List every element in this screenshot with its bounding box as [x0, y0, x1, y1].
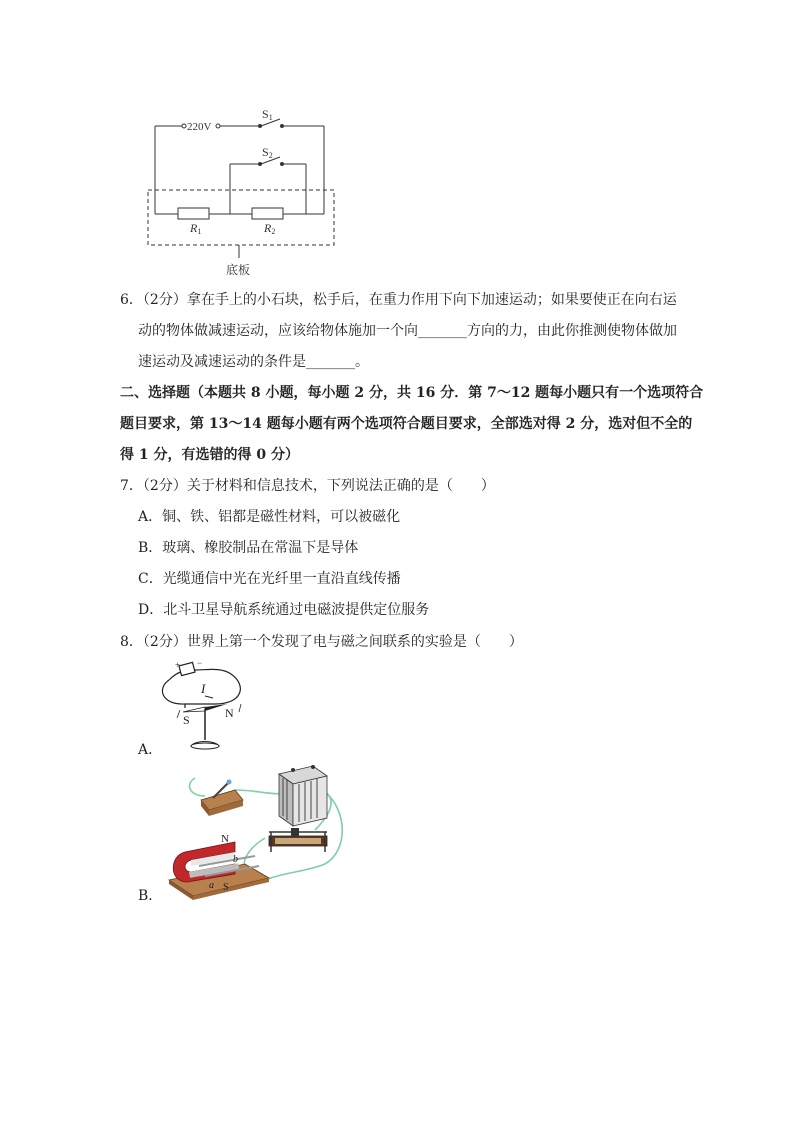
south-pole-label: S	[183, 713, 190, 727]
battery-minus: −	[197, 660, 203, 668]
q7-option-b: B．玻璃、橡胶制品在常温下是导体	[138, 540, 359, 556]
north-pole-label: N	[225, 706, 234, 720]
base-label: 底板	[226, 263, 251, 277]
q7-stem: 7．（2分）关于材料和信息技术，下列说法正确的是（ ）	[120, 478, 495, 494]
svg-text:S1	[262, 107, 273, 122]
s1-label: S	[262, 107, 269, 121]
r1-subscript: 1	[197, 227, 202, 236]
generator-experiment-figure	[165, 760, 355, 900]
q6-line3: 速运动及减速运动的条件是_______。	[138, 354, 369, 370]
s2-subscript: 2	[268, 151, 273, 160]
q7-option-a: A．铜、铁、铝都是磁性材料，可以被磁化	[138, 509, 401, 525]
magnet-south-label: S	[223, 882, 229, 893]
circuit-diagram	[140, 98, 350, 280]
q7-option-c: C．光缆通信中光在光纤里一直沿直线传播	[138, 571, 401, 587]
q6-line2: 动的物体做减速运动，应该给物体施加一个向_______方向的力，由此你推测使物体做加	[138, 323, 677, 339]
rod-a-label: a	[209, 880, 214, 891]
section2-line1: 二、选择题（本题共 8 小题，每小题 2 分，共 16 分．第 7～12 题每小题只有一个选项符合	[120, 385, 704, 401]
oersted-experiment-figure	[155, 660, 255, 755]
q6-line1: 6．（2分）拿在手上的小石块，松手后，在重力作用下向下加速运动；如果要使正在向右运	[120, 292, 677, 308]
q8-stem: 8．（2分）世界上第一个发现了电与磁之间联系的实验是（ ）	[120, 634, 523, 650]
s2-label: S	[262, 145, 269, 159]
section2-line3: 得 1 分，有选错的得 0 分）	[120, 447, 299, 463]
magnet-north-label: N	[221, 833, 229, 845]
q8-option-a-label: A．	[138, 742, 163, 758]
svg-text:R2	[263, 221, 275, 236]
svg-text:R1	[189, 221, 201, 236]
r1-label: R	[190, 221, 198, 235]
current-label: I	[201, 681, 206, 696]
battery-plus: +	[175, 660, 181, 670]
svg-text:S2	[262, 145, 273, 160]
r2-subscript: 2	[271, 227, 276, 236]
s1-subscript: 1	[268, 113, 273, 122]
q7-option-d: D．北斗卫星导航系统通过电磁波提供定位服务	[138, 602, 430, 618]
section2-line2: 题目要求，第 13～14 题每小题有两个选项符合题目要求，全部选对得 2 分，选对但不全的	[120, 416, 693, 432]
rod-b-label: b	[233, 854, 238, 865]
q8-option-b-label: B．	[138, 888, 163, 904]
r2-label: R	[264, 221, 272, 235]
voltage-label: 220V	[187, 121, 212, 133]
